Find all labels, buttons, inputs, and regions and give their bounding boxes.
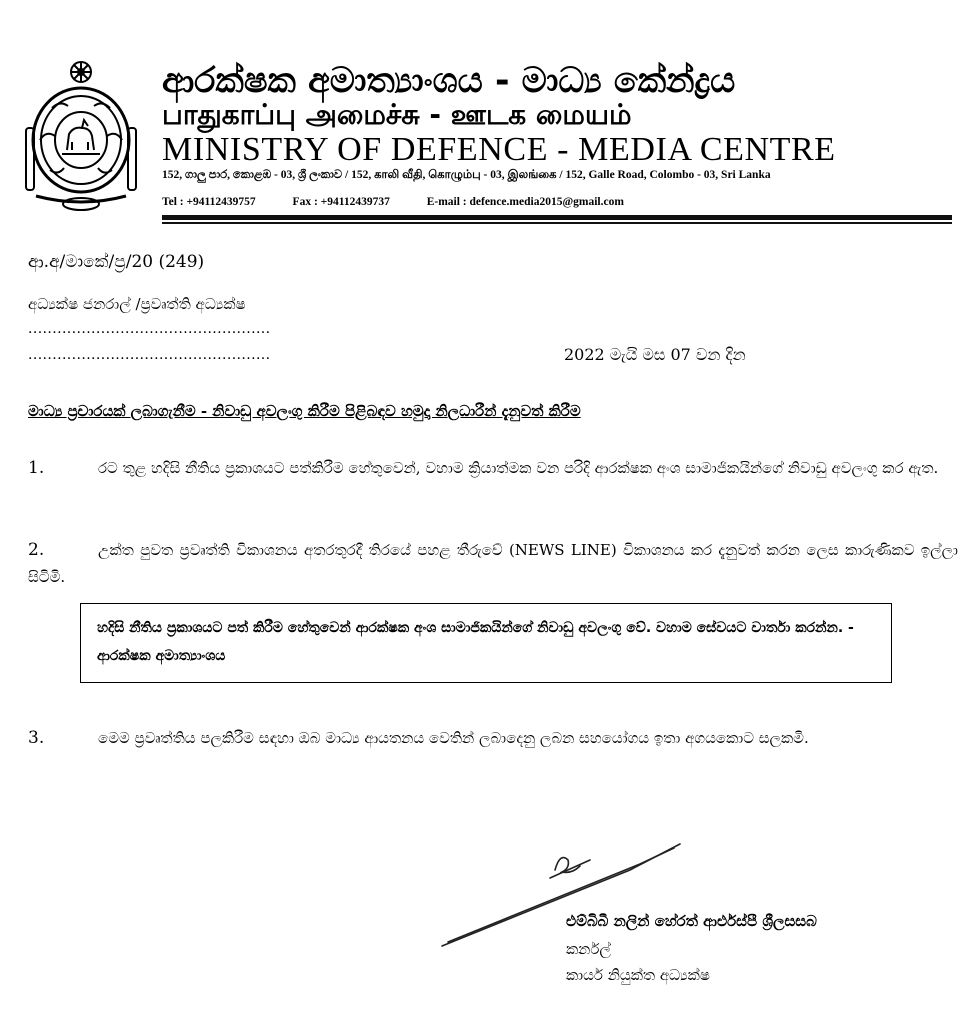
addressee-blank-line-1: .................................................. (28, 321, 271, 337)
paragraph-1 (28, 455, 958, 482)
letterhead-fax: Fax : +94112439737 (292, 196, 390, 208)
paragraph-3 (28, 725, 958, 752)
paragraph-number: 3. (28, 728, 45, 748)
signatory-name: එම්බිබී නලින් හේරත් ආර්එස්පී ශ්‍රීලසසබ (566, 912, 817, 930)
paragraph-number: 2. (28, 540, 45, 560)
letterhead-rule-thick (162, 215, 952, 220)
paragraph-text: මෙම ප්‍රවෘත්තිය පලකිරීම සඳහා ඔබ මාධ්‍ය ආයතනය වෙතින් ලබාදෙනු ලබන සහයෝගය ඉතා අගයකොට සලකමි. (98, 729, 809, 747)
letterhead-title-sinhala: ආරක්ෂක අමාත්‍යාංශය - මාධ්‍ය කේන්ද්‍රය (162, 61, 736, 101)
paragraph-number: 1. (28, 458, 45, 478)
paragraph-text: රට තුළ හදිසි නීතිය ප්‍රකාශයට පත්කිරීම හේතුවෙන්, වහාම ක්‍රියාත්මක වන පරිදි ආරක්ෂක අංශ සාමාජිකයින්ගේ නිවාඩු අවලංගු කර ඇත. (98, 459, 939, 477)
paragraph-2 (28, 537, 958, 591)
handwritten-signature (430, 830, 690, 950)
letter-date: 2022 මැයි මස 07 වන දින (564, 345, 746, 364)
addressee-blank-line-2: .................................................. (28, 347, 271, 363)
paragraph-text: උක්ත පුවත ප්‍රවෘත්ති විකාශනය අතරතුරදී තිරයේ පහළ තීරුවේ (NEWS LINE) විකාශනය කර දැනුවත් කරන ලෙස කාරුණිකව ඉල්ලා සිටිමි. (28, 541, 958, 586)
signatory-title: කාර්ය නියුක්ත අධ්‍යක්ෂ (566, 966, 710, 984)
letterhead-email: E-mail : defence.media2015@gmail.com (426, 196, 624, 208)
letterhead-address: 152, ගාලු පාර, කොළඹ - 03, ශ්‍රී ලංකාව / 152, காலி வீதி, கொழும்பு - 03, இலங்கை / 152, Galle Road, Colombo - 03, Sri Lanka (162, 169, 771, 181)
sri-lanka-emblem-icon (22, 58, 140, 216)
letter-subject: මාධ්‍ය ප්‍රචාරයක් ලබාගැනීම - නිවාඩු අවලංගු කිරීම පිළිබඳව හමුදා නිලධාරීන් දැනුවත් කිරීම (28, 402, 581, 420)
signatory-rank: කර්නල් (566, 940, 611, 958)
letterhead-title-english: MINISTRY OF DEFENCE - MEDIA CENTRE (162, 131, 836, 168)
reference-number: ආ.අ/මාකේ/ප්‍ර/20 (249) (28, 252, 205, 272)
letterhead-rule-thin (162, 222, 952, 224)
letterhead-contact (162, 196, 658, 208)
letterhead-tel: Tel : +94112439757 (162, 196, 256, 208)
addressee: අධ්‍යක්ෂ ජනරාල් /ප්‍රවෘත්ති අධ්‍යක්ෂ (28, 295, 246, 313)
letterhead-title-tamil: பாதுகாப்பு அமைச்சு - ஊடக மையம் (162, 98, 632, 131)
boxed-news-line-message: හදිසි නීතිය ප්‍රකාශයට පත් කිරීම හේතුවෙන් ආරක්ෂක අංශ සාමාජිකයින්ගේ නිවාඩු අවලංගු වේ. වහාම සේවයට වාර්තා කරන්න. - ආරක්ෂක අමාත්‍යාංශය (80, 603, 892, 683)
